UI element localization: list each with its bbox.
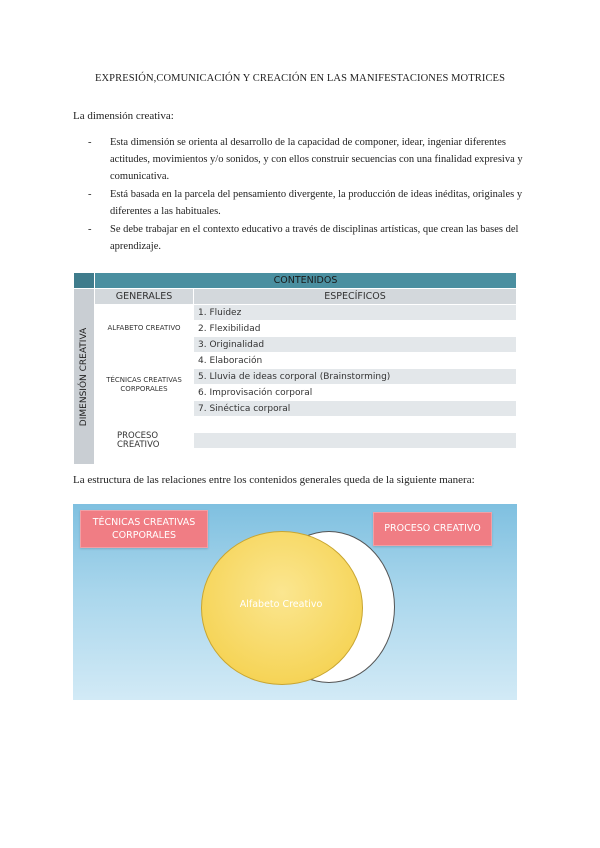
table-row: 6. Improvisación corporal (194, 385, 517, 401)
bullet-text: Se debe trabajar en el contexto educativo a través de disciplinas artísticas, que crean las bases del aprendizaje. (110, 224, 519, 252)
table-row (194, 433, 517, 449)
table-row: 3. Originalidad (194, 337, 517, 353)
table-header: CONTENIDOS (95, 273, 517, 289)
contents-table (73, 272, 517, 465)
circle-label: Alfabeto Creativo (239, 599, 323, 610)
group-tecnicas: TÉCNICAS CREATIVAS CORPORALES (95, 353, 194, 417)
table-row: 4. Elaboración (194, 353, 517, 369)
bullet-dash: - (88, 189, 92, 200)
table-corner (74, 273, 95, 289)
relations-diagram (73, 504, 517, 700)
bullet-dash: - (88, 137, 92, 148)
bullet-dash: - (88, 224, 92, 235)
table-row (194, 417, 517, 433)
bullet-text: Está basada en la parcela del pensamiento divergente, la producción de ideas inéditas, originales y diferentes a las habituales. (110, 189, 523, 217)
table-row: 2. Flexibilidad (194, 321, 517, 337)
side-label: DIMENSIÓN CREATIVA (79, 327, 89, 426)
list-item (88, 186, 528, 220)
bullet-list (88, 134, 528, 256)
table-row (194, 449, 517, 465)
outro-text: La estructura de las relaciones entre los contenidos generales queda de la siguiente manera: (73, 474, 475, 486)
col-specific-header: ESPECÍFICOS (194, 289, 517, 305)
table-row: 1. Fluidez (194, 305, 517, 321)
list-item (88, 221, 528, 255)
col-general-header: GENERALES (95, 289, 194, 305)
box-proceso: PROCESO CREATIVO (373, 512, 492, 546)
table-row: 5. Lluvia de ideas corporal (Brainstorming) (194, 369, 517, 385)
side-label-cell (74, 289, 95, 465)
document-title: EXPRESIÓN,COMUNICACIÓN Y CREACIÓN EN LAS MANIFESTACIONES MOTRICES (94, 73, 506, 84)
intro-text: La dimensión creativa: (73, 110, 174, 122)
list-item (88, 134, 528, 185)
group-alfabeto: ALFABETO CREATIVO (95, 305, 194, 353)
box-tecnicas: TÉCNICAS CREATIVAS CORPORALES (80, 510, 208, 548)
group-proceso: PROCESO CREATIVO (95, 417, 194, 465)
bullet-text: Esta dimensión se orienta al desarrollo de la capacidad de componer, idear, ingeniar diferentes actitudes, movimientos y/o sonidos, y con ellos construir secuencias con una finalidad expresiva y comunicativa. (110, 137, 523, 182)
table-row: 7. Sinéctica corporal (194, 401, 517, 417)
